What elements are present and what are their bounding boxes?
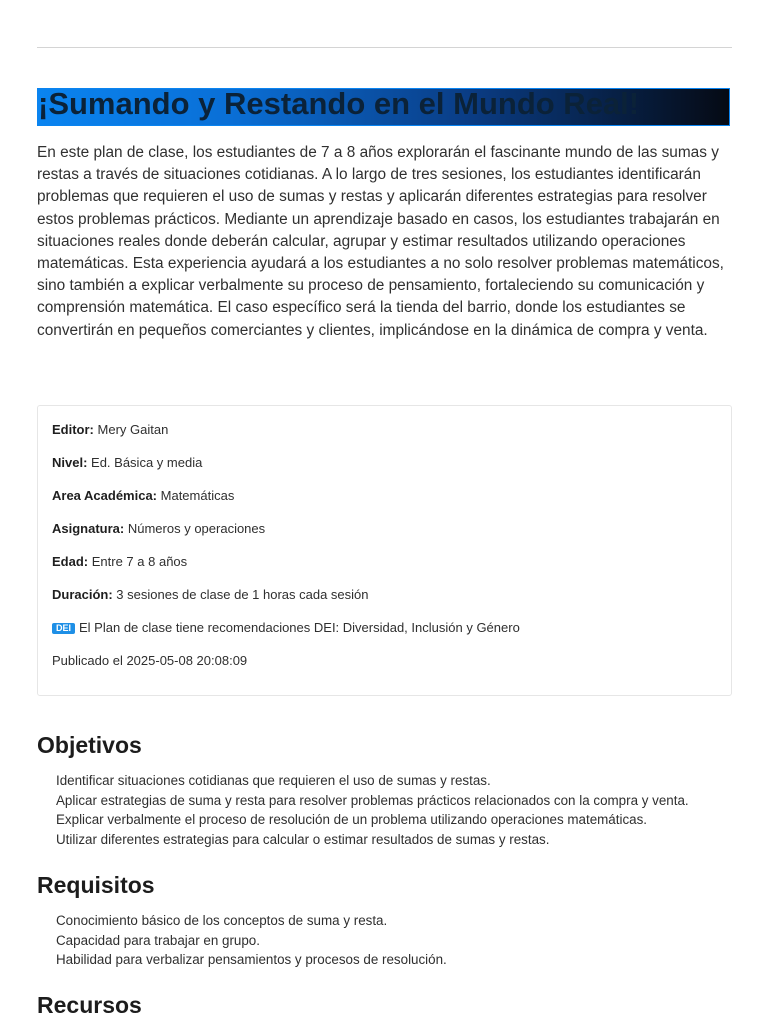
objetivos-heading: Objetivos — [37, 732, 142, 758]
meta-duracion-value: 3 sesiones de clase de 1 horas cada sesión — [116, 587, 369, 602]
requisitos-list — [56, 911, 447, 970]
top-divider — [37, 47, 732, 48]
meta-area — [52, 488, 234, 504]
list-item: Aplicar estrategias de suma y resta para resolver problemas prácticos relacionados con la compra y venta. — [56, 792, 689, 808]
list-item: Conocimiento básico de los conceptos de suma y resta. — [56, 913, 388, 928]
meta-editor-label: Editor: — [52, 422, 94, 437]
title-banner — [37, 88, 730, 126]
meta-editor-value: Mery Gaitan — [97, 422, 169, 437]
meta-edad-label: Edad: — [52, 554, 89, 569]
meta-dei-text: El Plan de clase tiene recomendaciones DEI: Diversidad, Inclusión y Género — [79, 620, 520, 635]
list-item: Habilidad para verbalizar pensamientos y procesos de resolución. — [56, 952, 447, 968]
meta-edad — [52, 554, 187, 570]
meta-asignatura-value: Números y operaciones — [127, 521, 266, 536]
meta-asignatura-label: Asignatura: — [52, 521, 125, 536]
meta-editor — [52, 422, 168, 438]
meta-edad-value: Entre 7 a 8 años — [91, 554, 188, 569]
list-item: Identificar situaciones cotidianas que requieren el uso de sumas y restas. — [56, 773, 491, 788]
intro-paragraph: En este plan de clase, los estudiantes de 7 a 8 años explorarán el fascinante mundo de las sumas y restas a través de situaciones cotidianas. A lo largo de tres sesiones, los estudiantes identificarán problemas que requieren el uso de sumas y restas y aplicarán diferentes estrategias para resolver estos problemas prácticos. Mediante un aprendizaje basado en casos, los estudiantes trabajarán en situaciones reales donde deberán calcular, agrupar y estimar resultados utilizando operaciones matemáticas. Esta experiencia ayudará a los estudiantes a no solo resolver problemas matemáticos, sino también a explicar verbalmente su proceso de pensamiento, fortaleciendo su comunicación y comprensión matemática. El caso específico será la tienda del barrio, donde los estudiantes se convertirán en pequeños comerciantes y clientes, implicándose en la dinámica de compra y venta. — [37, 144, 724, 339]
list-item: Capacidad para trabajar en grupo. — [56, 932, 260, 948]
page-title: ¡Sumando y Restando en el Mundo Real! — [38, 88, 640, 121]
list-item: Explicar verbalmente el proceso de resolución de un problema utilizando operaciones matemáticas. — [56, 812, 647, 828]
meta-area-value: Matemáticas — [160, 488, 235, 503]
objetivos-list — [56, 771, 689, 850]
meta-duracion-label: Duración: — [52, 587, 113, 602]
lesson-metadata-card — [37, 405, 732, 696]
meta-asignatura — [52, 521, 265, 537]
meta-area-label: Area Académica: — [52, 488, 158, 503]
dei-badge: DEI — [52, 623, 75, 634]
meta-nivel-value: Ed. Básica y media — [91, 455, 203, 470]
meta-nivel — [52, 455, 202, 471]
meta-dei — [52, 620, 520, 636]
meta-published-date: Publicado el 2025-05-08 20:08:09 — [52, 653, 248, 668]
meta-duracion — [52, 587, 369, 603]
meta-nivel-label: Nivel: — [52, 455, 88, 470]
recursos-heading: Recursos — [37, 992, 142, 1018]
requisitos-heading: Requisitos — [37, 872, 155, 898]
list-item: Utilizar diferentes estrategias para calcular o estimar resultados de sumas y restas. — [56, 832, 550, 848]
